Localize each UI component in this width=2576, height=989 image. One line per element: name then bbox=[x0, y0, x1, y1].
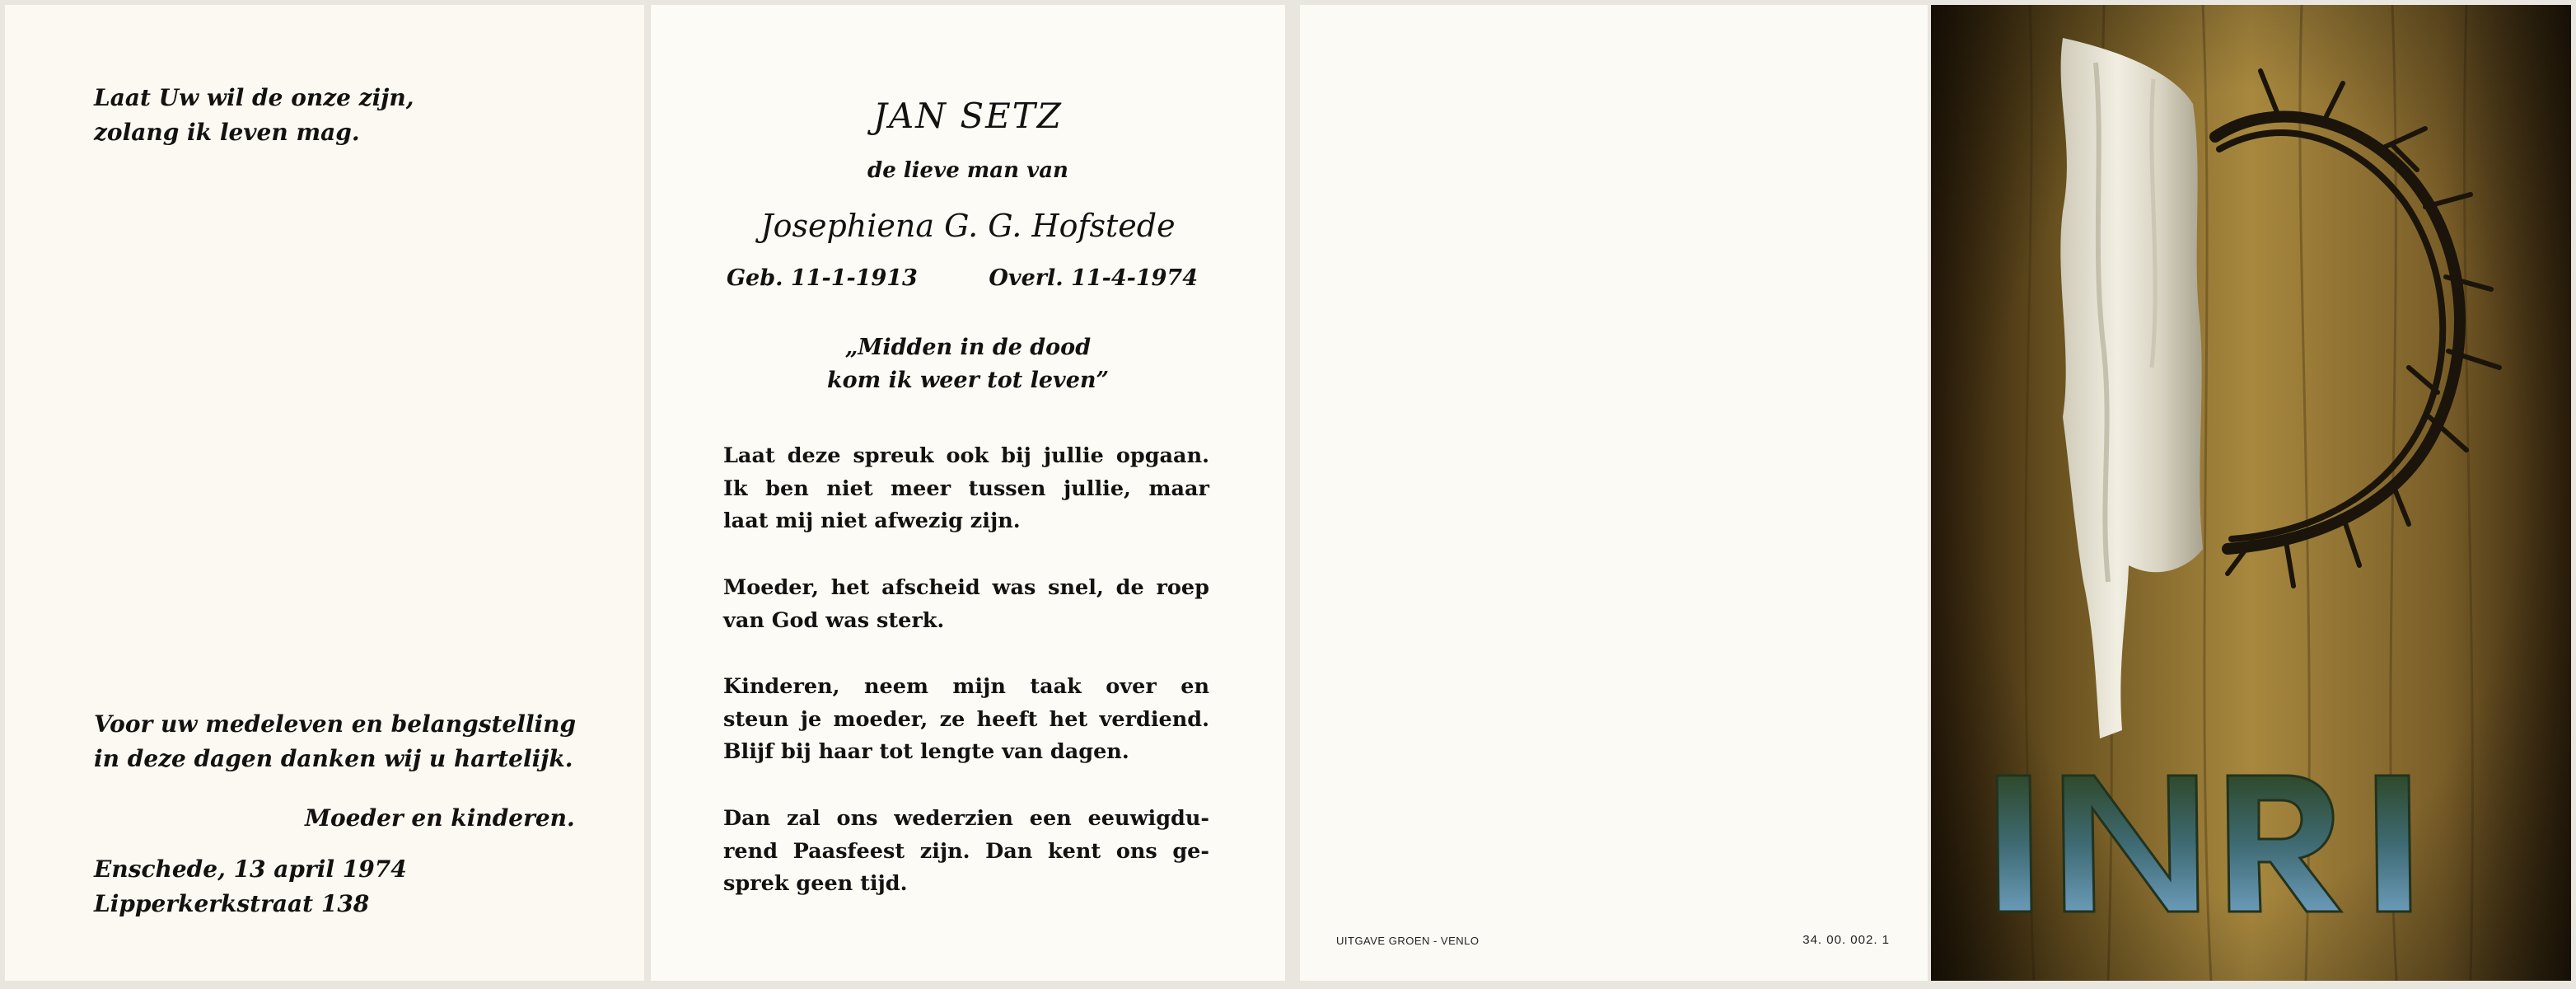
verse-line: Dan zal ons wederzien een eeuwigdu- bbox=[723, 806, 1209, 831]
prayer-line: Laat Uw wil de onze zijn, bbox=[94, 84, 414, 111]
verse-paragraph bbox=[723, 671, 1209, 769]
place-date: Enschede, 13 april 1974 bbox=[94, 855, 407, 883]
publisher-imprint: UITGAVE GROEN - VENLO bbox=[1336, 935, 1480, 947]
verse-line: Moeder, het afscheid was snel, de roep bbox=[723, 575, 1209, 600]
card-cover-image bbox=[1931, 5, 2571, 981]
signature-family: Moeder en kinderen. bbox=[305, 804, 575, 832]
verse-paragraph bbox=[723, 440, 1209, 538]
place-and-address bbox=[94, 852, 407, 921]
verse-line: Ik ben niet meer tussen jullie, maar bbox=[723, 476, 1209, 501]
thanks-line: Voor uw medeleven en belangstelling bbox=[94, 710, 577, 738]
verse-paragraph bbox=[723, 572, 1209, 637]
verse-line: Laat deze spreuk ook bij jullie opgaan. bbox=[723, 443, 1209, 468]
card-code: 34. 00. 002. 1 bbox=[1802, 933, 1890, 947]
address: Lipperkerkstraat 138 bbox=[94, 890, 370, 917]
verse-paragraph bbox=[723, 803, 1209, 901]
death-date: Overl. 11-4-1974 bbox=[989, 265, 1198, 291]
deceased-name: JAN SETZ bbox=[873, 96, 1063, 136]
verse-line: steun je moeder, ze heeft het verdiend. bbox=[723, 706, 1209, 732]
verse-line: van God was sterk. bbox=[723, 607, 945, 633]
verse-line: rend Paasfeest zijn. Dan kent ons ge- bbox=[723, 838, 1209, 864]
prayer-text bbox=[94, 81, 414, 150]
quote-line: „Midden in de dood bbox=[844, 335, 1092, 360]
relation-text: de lieve man van bbox=[867, 158, 1068, 183]
spouse-name: Josephiena G. G. Hofstede bbox=[760, 208, 1176, 244]
verse-line: laat mij niet afwezig zijn. bbox=[723, 509, 1021, 533]
prayer-line: zolang ik leven mag. bbox=[94, 119, 360, 146]
verse-line: sprek geen tijd. bbox=[723, 871, 908, 896]
card-panel-memorial bbox=[651, 5, 1285, 981]
verse-line: Kinderen, neem mijn taak over en bbox=[723, 674, 1209, 699]
birth-date: Geb. 11-1-1913 bbox=[727, 265, 918, 291]
memorial-quote bbox=[651, 331, 1285, 397]
card-panel-left bbox=[5, 5, 644, 981]
verse-line: Blijf bij haar tot lengte van dagen. bbox=[723, 739, 1129, 764]
cover-illustration bbox=[1931, 5, 2571, 981]
quote-line: kom ik weer tot leven” bbox=[826, 368, 1110, 393]
card-panel-back bbox=[1300, 5, 1928, 981]
thanks-line: in deze dagen danken wij u hartelijk. bbox=[94, 745, 573, 772]
thanks-text bbox=[94, 707, 576, 776]
